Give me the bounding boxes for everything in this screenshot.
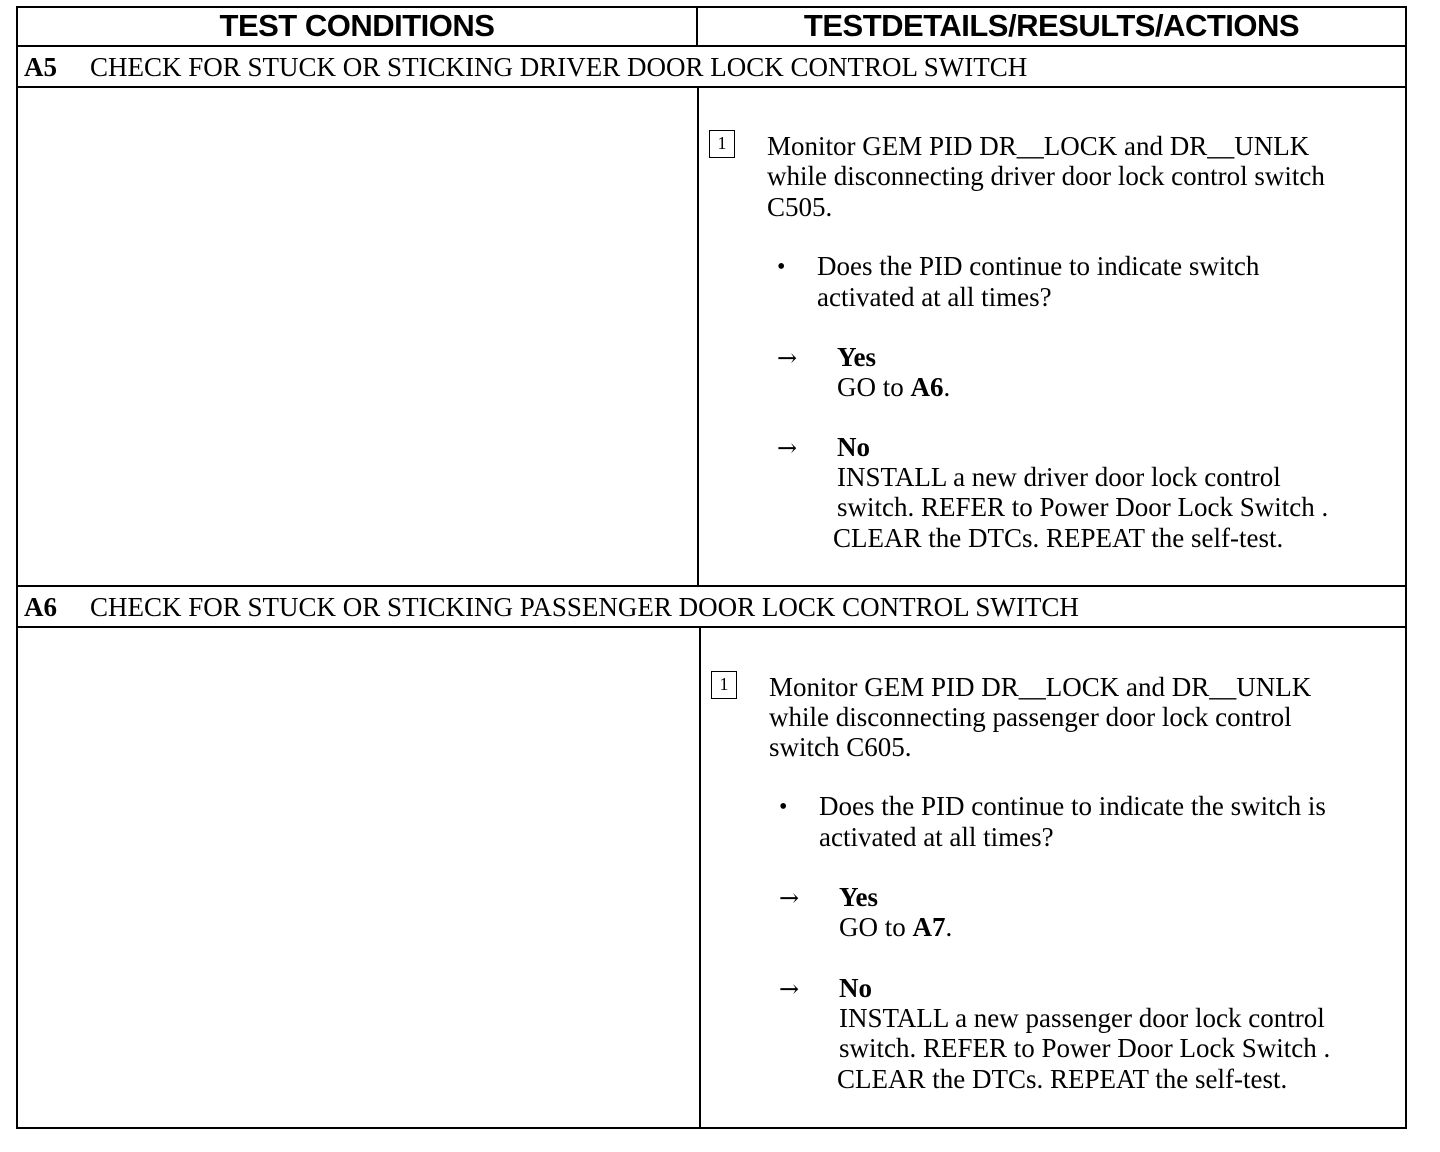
- section-divider: [16, 585, 1407, 587]
- section-a6-title: CHECK FOR STUCK OR STICKING PASSENGER DOOR LOCK CONTROL SWITCH: [90, 592, 1079, 622]
- a5-yes-target: A6: [910, 372, 944, 402]
- a5-no-label: No: [837, 432, 870, 462]
- section-a6-heading: [24, 591, 1079, 623]
- step-number-box: 1: [711, 671, 737, 699]
- a6-question-line-2: activated at all times?: [819, 822, 1054, 852]
- a6-step-line-1: Monitor GEM PID DR__LOCK and DR__UNLK: [769, 672, 1312, 702]
- a5-question-line-1: Does the PID continue to indicate switch: [817, 251, 1260, 281]
- a5-step-line-1: Monitor GEM PID DR__LOCK and DR__UNLK: [767, 131, 1310, 161]
- a5-step-line-2: while disconnecting driver door lock control switch: [767, 161, 1325, 191]
- a5-yes-suffix: .: [943, 372, 951, 402]
- a5-no-line-3: CLEAR the DTCs. REPEAT the self-test.: [833, 523, 1284, 553]
- a5-title-divider: [16, 86, 1407, 88]
- a6-yes-prefix: GO to: [839, 912, 913, 942]
- a5-no-line-1: INSTALL a new driver door lock control: [837, 462, 1281, 492]
- header-divider: [16, 45, 1407, 47]
- a5-step-line-3: C505.: [767, 192, 833, 222]
- a6-yes-target: A7: [912, 912, 946, 942]
- a5-no-line-2: switch. REFER to Power Door Lock Switch .: [837, 492, 1329, 522]
- a5-yes-action: [837, 372, 950, 403]
- a6-no-line-2: switch. REFER to Power Door Lock Switch .: [839, 1033, 1331, 1063]
- step-number-box: 1: [709, 130, 735, 158]
- a6-question-line-1: Does the PID continue to indicate the switch is: [819, 791, 1326, 821]
- header-test-conditions: TEST CONDITIONS: [219, 8, 495, 43]
- a5-column-divider: [697, 86, 699, 586]
- a5-yes-prefix: GO to: [837, 372, 911, 402]
- bullet-dot: •: [779, 794, 788, 820]
- a5-question-line-2: activated at all times?: [817, 282, 1052, 312]
- right-arrow-icon: →: [779, 975, 800, 1003]
- section-a6-id: A6: [24, 592, 57, 622]
- a6-column-divider: [699, 626, 701, 1129]
- a6-yes-label: Yes: [839, 882, 878, 912]
- a6-step-line-3: switch C605.: [769, 732, 912, 762]
- bullet-dot: •: [777, 254, 786, 280]
- a6-yes-suffix: .: [945, 912, 953, 942]
- a6-step-line-2: while disconnecting passenger door lock control: [769, 702, 1292, 732]
- a6-yes-action: [839, 912, 952, 943]
- section-a5-heading: [24, 51, 1027, 83]
- section-a5-title: CHECK FOR STUCK OR STICKING DRIVER DOOR LOCK CONTROL SWITCH: [90, 52, 1028, 82]
- a6-no-line-3: CLEAR the DTCs. REPEAT the self-test.: [837, 1064, 1288, 1094]
- section-a5-id: A5: [24, 52, 57, 82]
- header-test-details: TESTDETAILS/RESULTS/ACTIONS: [803, 8, 1300, 43]
- right-arrow-icon: →: [777, 344, 798, 372]
- a6-no-label: No: [839, 973, 872, 1003]
- a6-title-divider: [16, 626, 1407, 628]
- a5-yes-label: Yes: [837, 342, 876, 372]
- a6-no-line-1: INSTALL a new passenger door lock control: [839, 1003, 1325, 1033]
- right-arrow-icon: →: [779, 884, 800, 912]
- right-arrow-icon: →: [777, 434, 798, 462]
